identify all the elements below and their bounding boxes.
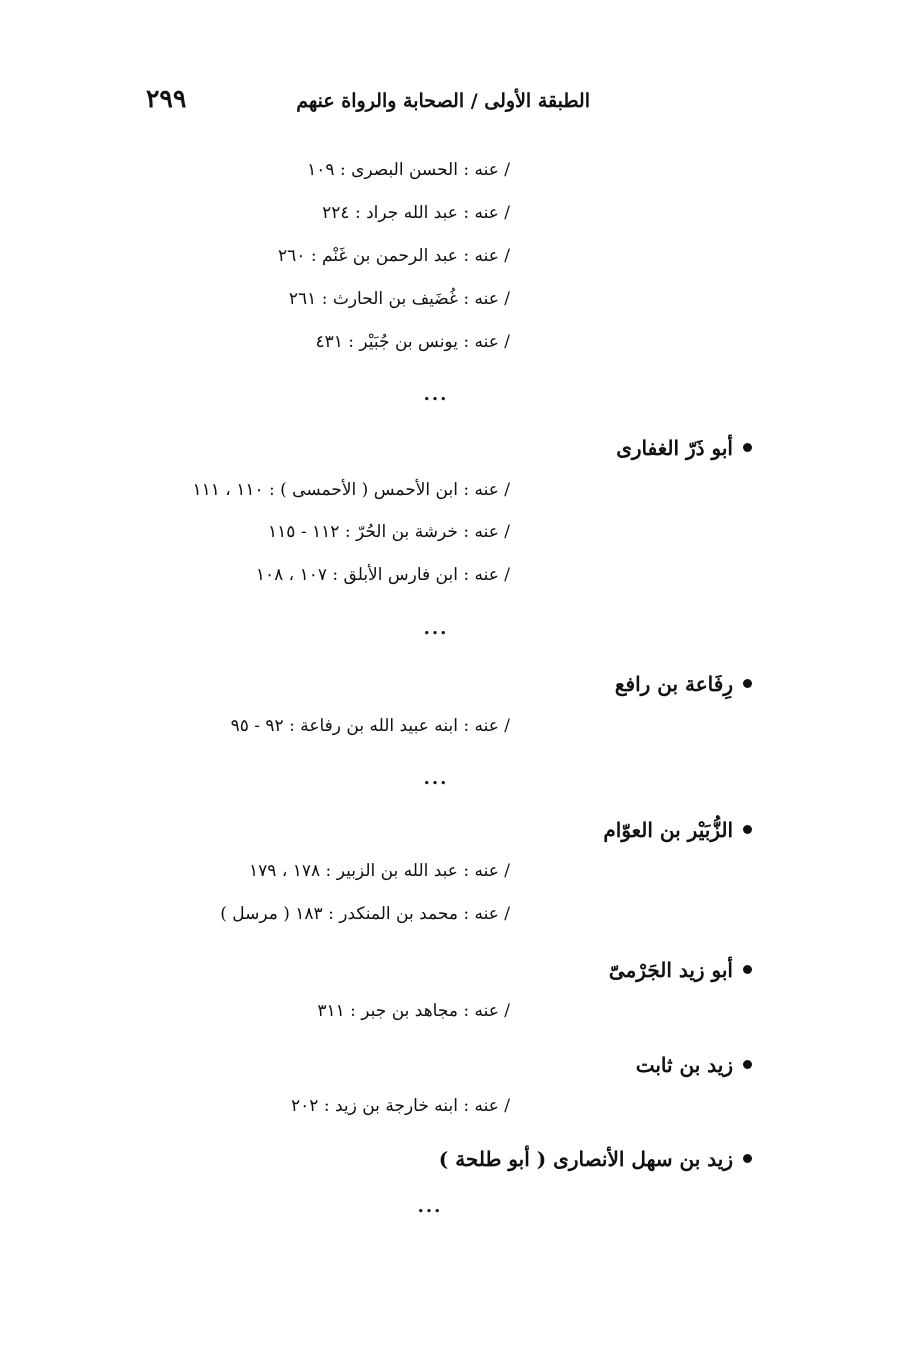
narrator-line: / عنه : ابن فارس الأبلق : ١٠٧ ، ١٠٨: [255, 565, 510, 585]
narrator-line: / عنه : يونس بن جُبَيْر : ٤٣١: [315, 332, 510, 352]
section-separator: ...: [423, 618, 449, 639]
narrator-line: / عنه : غُضَيف بن الحارث : ٢٦١: [288, 289, 510, 309]
narrator-line: / عنه : مجاهد بن جبر : ٣١١: [317, 1001, 510, 1021]
bullet-icon: [743, 965, 752, 974]
companion-name: زيد بن ثابت: [635, 1053, 733, 1077]
companion-entry: [609, 958, 752, 982]
narrator-line: / عنه : ابن الأحمس ( الأحمسى ) : ١١٠ ، ١١١: [192, 480, 510, 500]
companion-name: أبو ذَرّ الغفارى: [616, 436, 733, 460]
companion-name: رِفَاعة بن رافع: [614, 672, 733, 696]
section-separator: ...: [417, 1196, 443, 1217]
page-number: ٢٩٩: [146, 84, 187, 113]
narrator-line: / عنه : خرشة بن الحُرّ : ١١٢ - ١١٥: [268, 522, 510, 542]
narrator-line: / عنه : عبد الله جراد : ٢٢٤: [322, 203, 510, 223]
section-separator: ...: [423, 768, 449, 789]
companion-entry: [615, 672, 752, 696]
companion-entry: [636, 1053, 752, 1077]
bullet-icon: [743, 1154, 752, 1163]
narrator-line: / عنه : محمد بن المنكدر : ١٨٣ ( مرسل ): [220, 904, 510, 924]
narrator-line: / عنه : عبد الرحمن بن غَنْم : ٢٦٠: [278, 246, 510, 266]
companion-entry: [603, 818, 752, 842]
narrator-line: / عنه : ابنه خارجة بن زيد : ٢٠٢: [291, 1096, 510, 1116]
companion-entry: [439, 1147, 752, 1171]
narrator-line: / عنه : الحسن البصرى : ١٠٩: [307, 160, 510, 180]
narrator-line: / عنه : ابنه عبيد الله بن رفاعة : ٩٢ - ٩٥: [230, 716, 510, 736]
bullet-icon: [743, 443, 752, 452]
companion-entry: [616, 436, 752, 460]
companion-name: الزُّبَيْر بن العوّام: [603, 818, 733, 842]
narrator-line: / عنه : عبد الله بن الزبير : ١٧٨ ، ١٧٩: [249, 861, 510, 881]
bullet-icon: [743, 1060, 752, 1069]
section-separator: ...: [423, 384, 449, 405]
bullet-icon: [743, 679, 752, 688]
bullet-icon: [743, 825, 752, 834]
running-header: الطبقة الأولى / الصحابة والرواة عنهم: [296, 90, 590, 112]
companion-name: زيد بن سهل الأنصارى ( أبو طلحة ): [438, 1147, 733, 1171]
companion-name: أبو زيد الجَرْمىّ: [608, 958, 733, 982]
